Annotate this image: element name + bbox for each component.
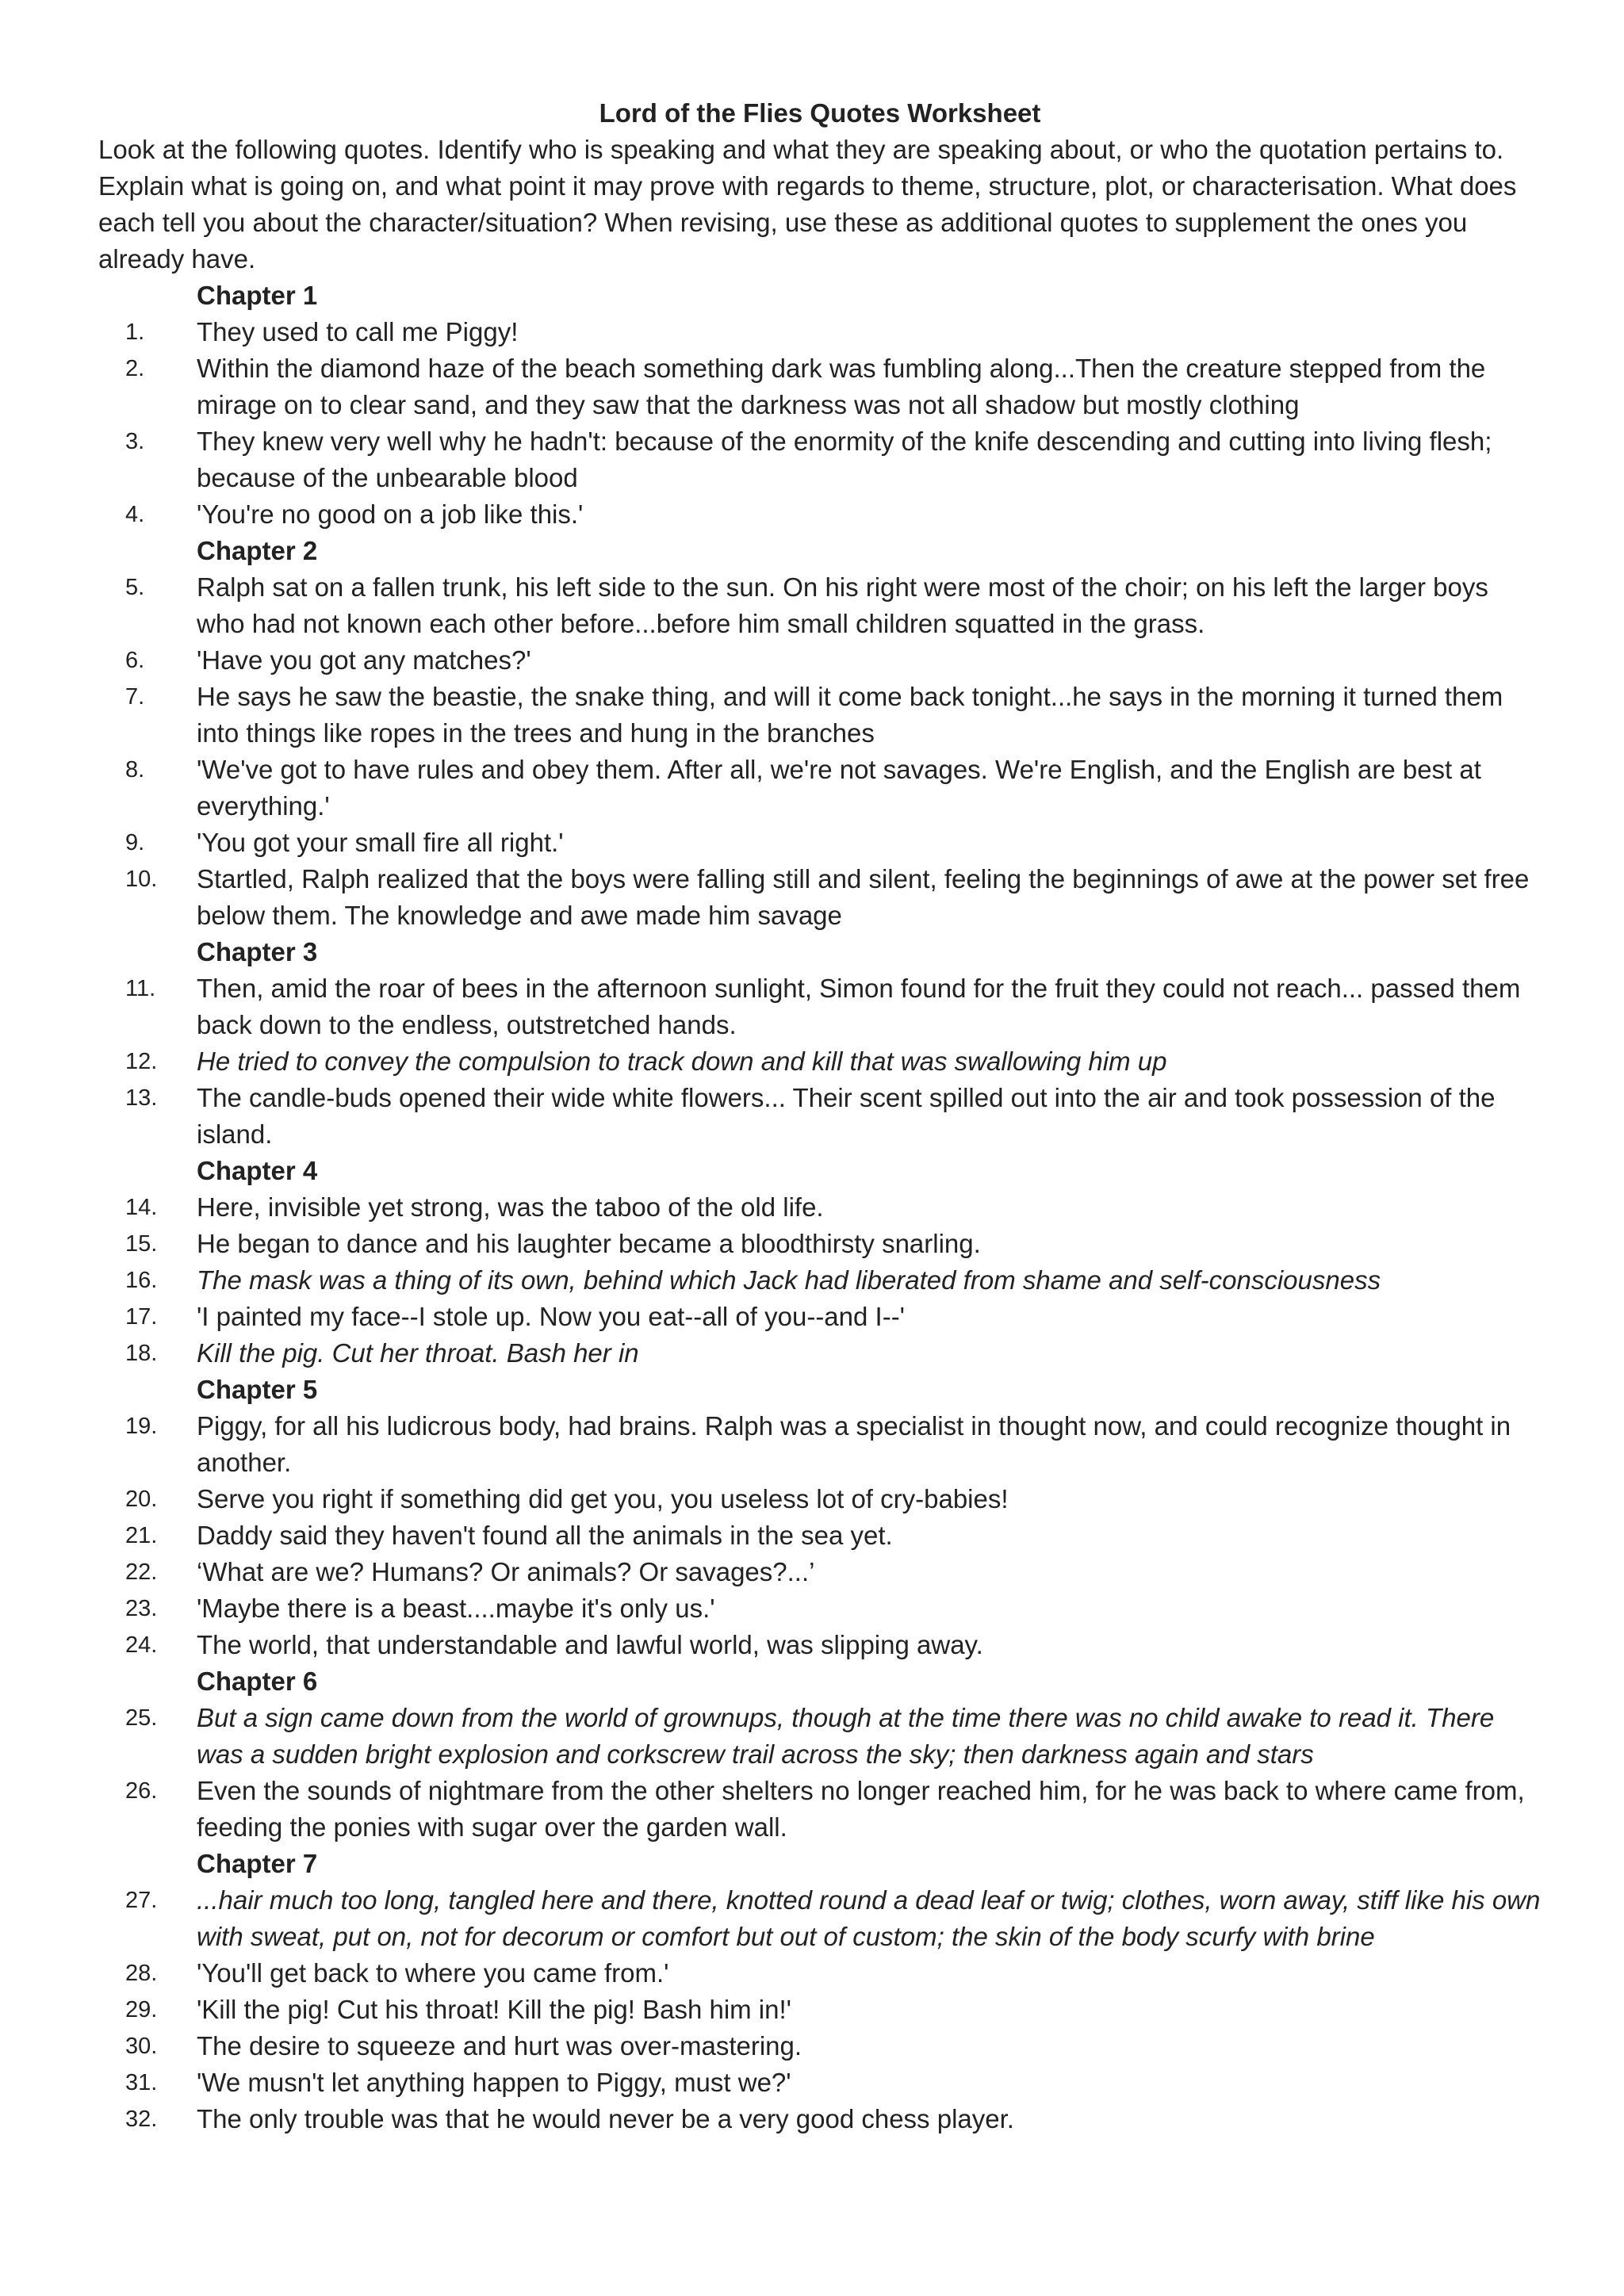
list-item xyxy=(98,1043,1542,1080)
chapter-heading: Chapter 2 xyxy=(197,536,318,565)
quote-text: Even the sounds of nightmare from the other shelters no longer reached him, for he was back to where came from, feeding the ponies with sugar over the garden wall. xyxy=(197,1776,1525,1842)
quote-text: 'We musn't let anything happen to Piggy, must we?' xyxy=(197,2068,791,2097)
quote-number xyxy=(98,1226,197,1262)
quote-text: Kill the pig. Cut her throat. Bash her in xyxy=(197,1338,639,1368)
chapter-heading: Chapter 4 xyxy=(197,1156,318,1185)
quote-text: Serve you right if something did get you, you useless lot of cry-babies! xyxy=(197,1484,1009,1513)
list-item xyxy=(98,1481,1542,1517)
list-item xyxy=(98,970,1542,1043)
quote-number xyxy=(98,970,197,1043)
quote-text: 'Kill the pig! Cut his throat! Kill the pig! Bash him in!' xyxy=(197,1995,791,2024)
quote-number xyxy=(98,423,197,496)
list-item xyxy=(98,1299,1542,1335)
quote-text: The only trouble was that he would never be a very good chess player. xyxy=(197,2104,1014,2133)
quote-number-label: 25. xyxy=(125,1705,158,1731)
quote-text: They knew very well why he hadn't: because of the enormity of the knife descending and cutting into living flesh; because of the unbearable blood xyxy=(197,427,1492,492)
list-item xyxy=(98,1554,1542,1590)
quote-number-label: 15. xyxy=(125,1231,158,1257)
quote-number-label: 17. xyxy=(125,1304,158,1330)
list-item xyxy=(98,350,1542,423)
list-item xyxy=(98,2101,1542,2137)
list-item xyxy=(98,1882,1542,1955)
quote-text: 'We've got to have rules and obey them. After all, we're not savages. We're English, and the English are best at everything.' xyxy=(197,755,1481,821)
list-item xyxy=(98,1408,1542,1481)
instructions-paragraph: Look at the following quotes. Identify who is speaking and what they are speaking about, or who the quotation pertains to. Explain what is going on, and what point it may prove with regards to theme, structure, plot, or characterisation. What does each tell you about the character/situation? When revising, use these as additional quotes to supplement the ones you already have. xyxy=(98,135,1517,274)
quote-number xyxy=(98,1590,197,1627)
quote-text: ...hair much too long, tangled here and there, knotted round a dead leaf or twig; clothes, worn away, stiff like his own with sweat, put on, not for decorum or comfort but out of custom; the skin of the body scurfy with brine xyxy=(197,1885,1541,1951)
quote-number xyxy=(98,314,197,350)
quote-text: Daddy said they haven't found all the animals in the sea yet. xyxy=(197,1521,893,1550)
quote-number xyxy=(98,496,197,533)
quote-text: 'You got your small fire all right.' xyxy=(197,828,564,857)
quote-number xyxy=(98,1992,197,2028)
quote-number xyxy=(98,2028,197,2064)
list-item xyxy=(98,1189,1542,1226)
quote-text: But a sign came down from the world of grownups, though at the time there was no child awake to read it. There was a sudden bright explosion and corkscrew trail across the sky; then darkness again and stars xyxy=(197,1703,1495,1769)
list-item xyxy=(98,1992,1542,2028)
quote-number-label: 20. xyxy=(125,1487,158,1512)
chapter-heading: Chapter 7 xyxy=(197,1849,318,1878)
list-item xyxy=(98,1335,1542,1372)
list-item xyxy=(98,1226,1542,1262)
quote-number xyxy=(98,1882,197,1955)
quote-number xyxy=(98,642,197,679)
list-item xyxy=(98,861,1542,934)
quote-text: 'Have you got any matches?' xyxy=(197,645,531,675)
quote-text: The desire to squeeze and hurt was over-mastering. xyxy=(197,2031,802,2061)
quote-text: The world, that understandable and lawful world, was slipping away. xyxy=(197,1630,983,1659)
quote-text: The mask was a thing of its own, behind which Jack had liberated from shame and self-consciousness xyxy=(197,1265,1381,1295)
list-item xyxy=(98,496,1542,533)
quote-number-label: 30. xyxy=(125,2034,158,2059)
quote-number-label: 16. xyxy=(125,1268,158,1293)
quote-text: Then, amid the roar of bees in the afternoon sunlight, Simon found for the fruit they could not reach... passed them back down to the endless, outstretched hands. xyxy=(197,974,1521,1039)
list-item xyxy=(98,679,1542,752)
list-item xyxy=(98,825,1542,861)
quote-number-label: 1. xyxy=(125,320,145,345)
quote-number xyxy=(98,569,197,642)
chapter-heading: Chapter 5 xyxy=(197,1375,318,1404)
quote-number-label: 3. xyxy=(125,429,145,454)
quote-number xyxy=(98,1335,197,1372)
quote-number xyxy=(98,752,197,825)
quote-text: Here, invisible yet strong, was the taboo of the old life. xyxy=(197,1192,824,1222)
quote-number xyxy=(98,2064,197,2101)
quote-number xyxy=(98,1554,197,1590)
list-item xyxy=(98,314,1542,350)
quote-text: 'I painted my face--I stole up. Now you eat--all of you--and I--' xyxy=(197,1302,905,1331)
quote-number xyxy=(98,1080,197,1153)
quote-number-label: 31. xyxy=(125,2070,158,2095)
quote-text: Startled, Ralph realized that the boys were falling still and silent, feeling the beginnings of awe at the power set free below them. The knowledge and awe made him savage xyxy=(197,864,1530,930)
quote-number-label: 21. xyxy=(125,1523,158,1548)
list-item xyxy=(98,569,1542,642)
list-item xyxy=(98,1262,1542,1299)
quote-text: Ralph sat on a fallen trunk, his left side to the sun. On his right were most of the choir; on his left the larger boys who had not known each other before...before him small children squatted in the grass. xyxy=(197,572,1488,638)
quote-number xyxy=(98,861,197,934)
worksheet-page xyxy=(98,95,1542,2137)
quote-number-label: 7. xyxy=(125,684,145,710)
quote-text: The candle-buds opened their wide white flowers... Their scent spilled out into the air and took possession of the island. xyxy=(197,1083,1496,1149)
chapter-heading: Chapter 6 xyxy=(197,1667,318,1696)
quote-number xyxy=(98,679,197,752)
quote-text: He says he saw the beastie, the snake thing, and will it come back tonight...he says in the morning it turned them into things like ropes in the trees and hung in the branches xyxy=(197,682,1503,748)
quote-number-label: 28. xyxy=(125,1961,158,1986)
quote-number xyxy=(98,1043,197,1080)
quote-number-label: 2. xyxy=(125,356,145,381)
quote-number xyxy=(98,1700,197,1773)
page-title: Lord of the Flies Quotes Worksheet xyxy=(599,98,1041,128)
quote-number-label: 23. xyxy=(125,1596,158,1621)
quote-number-label: 14. xyxy=(125,1195,158,1220)
quote-text: He tried to convey the compulsion to track down and kill that was swallowing him up xyxy=(197,1047,1167,1076)
quote-number xyxy=(98,2101,197,2137)
list-item xyxy=(98,1627,1542,1663)
list-item xyxy=(98,1080,1542,1153)
quote-number-label: 27. xyxy=(125,1888,158,1913)
list-item xyxy=(98,1590,1542,1627)
quote-number xyxy=(98,1955,197,1992)
quote-number-label: 32. xyxy=(125,2107,158,2132)
quote-number-label: 18. xyxy=(125,1341,158,1366)
quote-text: They used to call me Piggy! xyxy=(197,317,519,346)
list-item xyxy=(98,1517,1542,1554)
list-item xyxy=(98,752,1542,825)
chapter-heading: Chapter 1 xyxy=(197,281,318,310)
quote-number xyxy=(98,1189,197,1226)
quote-number xyxy=(98,1481,197,1517)
quote-text: 'You're no good on a job like this.' xyxy=(197,499,584,529)
quote-number-label: 12. xyxy=(125,1049,158,1074)
quote-number-label: 8. xyxy=(125,757,145,783)
quote-number-label: 24. xyxy=(125,1632,158,1658)
quote-number xyxy=(98,1299,197,1335)
quote-number xyxy=(98,1627,197,1663)
quote-number-label: 22. xyxy=(125,1559,158,1585)
quote-number-label: 11. xyxy=(125,976,156,1001)
list-item xyxy=(98,1773,1542,1846)
quote-text: He began to dance and his laughter became a bloodthirsty snarling. xyxy=(197,1229,981,1258)
quote-number-label: 5. xyxy=(125,575,145,600)
list-item xyxy=(98,2064,1542,2101)
list-item xyxy=(98,642,1542,679)
quote-text: 'You'll get back to where you came from.' xyxy=(197,1958,669,1988)
quote-list xyxy=(98,277,1542,2137)
quote-number-label: 6. xyxy=(125,648,145,673)
quote-number-label: 26. xyxy=(125,1778,158,1804)
quote-number xyxy=(98,350,197,423)
chapter-heading: Chapter 3 xyxy=(197,937,318,966)
quote-text: ‘What are we? Humans? Or animals? Or savages?...’ xyxy=(197,1557,815,1586)
quote-number-label: 29. xyxy=(125,1997,158,2022)
quote-number-label: 19. xyxy=(125,1414,158,1439)
quote-number-label: 13. xyxy=(125,1085,158,1111)
list-item xyxy=(98,1955,1542,1992)
quote-number-label: 9. xyxy=(125,830,145,855)
quote-number xyxy=(98,1408,197,1481)
quote-number-label: 10. xyxy=(125,867,158,892)
list-item xyxy=(98,2028,1542,2064)
quote-text: Piggy, for all his ludicrous body, had brains. Ralph was a specialist in thought now, and could recognize thought in another. xyxy=(197,1411,1511,1477)
list-item xyxy=(98,423,1542,496)
list-item xyxy=(98,1700,1542,1773)
quote-number-label: 4. xyxy=(125,502,145,527)
quote-number xyxy=(98,825,197,861)
quote-number xyxy=(98,1262,197,1299)
quote-number xyxy=(98,1773,197,1846)
quote-text: Within the diamond haze of the beach something dark was fumbling along...Then the creature stepped from the mirage on to clear sand, and they saw that the darkness was not all shadow but mostly clothing xyxy=(197,354,1486,419)
quote-number xyxy=(98,1517,197,1554)
quote-text: 'Maybe there is a beast....maybe it's only us.' xyxy=(197,1594,715,1623)
